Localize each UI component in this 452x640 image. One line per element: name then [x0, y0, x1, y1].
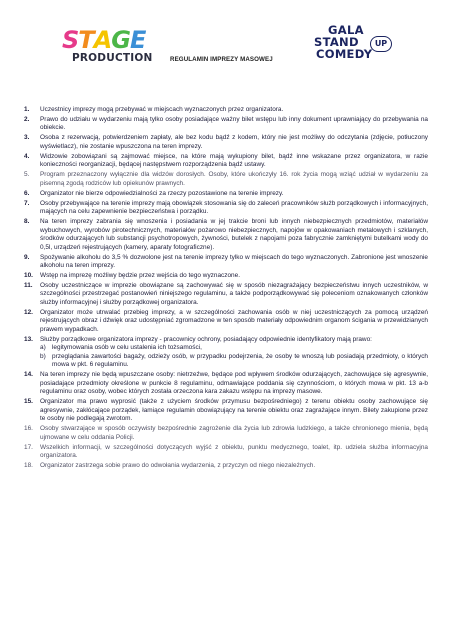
rule-subitem [40, 344, 428, 353]
rule-text: Osoby stwarzające w sposób oczywisty bezpośrednie zagrożenie dla życia lub zdrowia ludzkiego, a także chronionego mienia, będą ujmowane w celu oddania Policji. [40, 425, 428, 441]
rule-number: 14. [24, 371, 33, 379]
rule-number: 12. [24, 308, 33, 316]
rule-number: 2. [24, 115, 30, 123]
rule-text: Program przeznaczony wyłącznie dla widzów dorosłych. Osoby, które ukończyły 16. rok życia mogą wziąć udział w wydarzeniu za pisemną zgodą rodziców lub opiekunów prawnych. [40, 171, 428, 187]
subitem-text: przeglądania zawartości bagaży, odzieży osób, w przypadku podejrzenia, że osoby te wnoszą lub posiadają przedmioty, o których mowa w pkt. 6 regulaminu. [52, 352, 428, 369]
rule-text: Osoby uczestniczące w imprezie obowiązane są zachowywać się w sposób niezagrażający bezpieczeństwu innych uczestników, w szczególności przestrzegać postanowień niniejszego regulaminu, a także podporządkowywać się poleceniom oznakowanych członków służby informacyjnej i służby porządkowej organizatora. [40, 281, 428, 306]
stage-production-logo [60, 28, 152, 70]
rule-item [24, 116, 428, 133]
rule-item [24, 153, 428, 170]
logo-line: STAND [314, 35, 359, 49]
logo-line: COMEDY [316, 47, 373, 61]
rule-item [24, 336, 428, 370]
rule-item [24, 309, 428, 335]
page-header [0, 0, 452, 80]
rule-item [24, 190, 428, 199]
rule-item [24, 371, 428, 397]
production-logo-word: PRODUCTION [72, 52, 153, 64]
rule-number: 8. [24, 217, 30, 225]
rule-subitem [40, 353, 428, 370]
rule-number: 18. [24, 462, 33, 470]
rule-item [24, 425, 428, 442]
rule-number: 16. [24, 425, 33, 433]
rule-item [24, 200, 428, 217]
rule-item [24, 106, 428, 115]
logo-line: GALA [328, 23, 364, 37]
rule-number: 7. [24, 199, 30, 207]
rule-number: 4. [24, 152, 30, 160]
rule-item [24, 218, 428, 252]
rule-number: 15. [24, 398, 33, 406]
rule-text: Wstęp na imprezę możliwy będzie przez wejścia do tego wyznaczone. [40, 271, 241, 279]
logo-letter: T [78, 26, 94, 54]
rule-text: Organizator może utrwalać przebieg imprezy, a w szczególności zachowania osób w niej uczestniczących za pomocą urządzeń rejestrujących obraz i dźwięk oraz udostępniać zgromadzone w ten sposób materiały odpowiednim organom ścigania w przewidzianych prawem wypadkach. [40, 308, 428, 333]
stage-logo-word [62, 28, 145, 52]
rule-text: Osoba z rezerwacją, potwierdzeniem zapłaty, ale bez kodu bądź z kodem, który nie jest możliwy do odczytania (zdjęcie, potłuczony wyświetlacz), nie zostanie wpuszczona na teren imprezy. [40, 134, 428, 150]
logo-up-badge: UP [370, 36, 392, 52]
rule-item [24, 254, 428, 271]
rule-text: Organizator nie bierze odpowiedzialności za rzeczy pozostawione na terenie imprezy. [40, 189, 284, 197]
logo-letter: G [111, 26, 130, 54]
rule-text: Organizator zastrzega sobie prawo do odwołania wydarzenia, z przyczyn od niego niezależnych. [40, 462, 316, 470]
rule-text: Organizator ma prawo wyprosić (także z użyciem środków przymusu bezpośredniego) z terenu obiektu osoby zachowujące się agresywnie, zakłócające porządek, łamiące regulamin obowiązujący na terenie obiektu oraz zagrażające innym. Bilety zakupione przez te osoby nie podlegają zwrotom. [40, 398, 428, 423]
rule-item [24, 462, 428, 471]
logo-letter: S [62, 26, 79, 54]
logo-letter: E [129, 26, 146, 54]
rule-text: Osoby przebywające na terenie imprezy mają obowiązek stosowania się do zaleceń pracowników służb porządkowych i informacyjnych, mających na celu zapewnienie bezpieczeństwa i porządku. [40, 199, 428, 216]
rule-text: Na teren imprezy nie będą wpuszczane osoby: nietrzeźwe, będące pod wpływem środków odurzających, zachowujące się agresywnie, posiadające przedmioty określone w punkcie 8 regulaminu, odmawiające poddania się czynnościom, o których mowa w pkt. 13 a-b regulaminu oraz osoby, wobec których została orzeczona kara zakazu wstępu na imprezy masowe. [40, 371, 428, 396]
rule-number: 17. [24, 443, 33, 451]
rule-number: 11. [24, 281, 33, 289]
rule-item [24, 272, 428, 281]
logo-letter: A [93, 26, 112, 54]
rule-text: Widzowie zobowiązani są zajmować miejsce, na które mają wykupiony bilet, bądź inne wskazane przez organizatora, w razie konieczności reorganizacji, będącej następstwem rozporządzenia bądź ustawy. [40, 152, 428, 169]
subitem-label: a) [40, 344, 46, 352]
rule-text: Prawo do udziału w wydarzeniu mają tylko osoby posiadające ważny bilet wstępu lub inny dokument uprawniający do przebywania na obiekcie. [40, 115, 428, 132]
rule-item [24, 282, 428, 308]
rule-item [24, 444, 428, 461]
rule-item [24, 171, 428, 188]
rule-text: Służby porządkowe organizatora imprezy - pracownicy ochrony, posiadający odpowiednie identyfikatory mają prawo: [40, 335, 372, 343]
rule-number: 13. [24, 335, 33, 343]
rule-text: Wszelkich informacji, w szczególności dotyczących wyjść z obiektu, punktu medycznego, toalet, itp. udziela służba informacyjna organizatora. [40, 443, 428, 460]
subitem-text: legitymowania osób w celu ustalenia ich tożsamości, [52, 344, 202, 352]
rule-number: 1. [24, 106, 30, 113]
rule-number: 10. [24, 271, 33, 279]
rule-text: Spożywanie alkoholu do 3,5 % dozwolone jest na terenie imprezy tylko w miejscach do tego wyznaczonych. Zabronione jest wnoszenie alkoholu na teren imprezy. [40, 253, 428, 270]
rule-item [24, 398, 428, 424]
rule-text: Uczestnicy imprezy mogą przebywać w miejscach wyznaczonych przez organizatora. [40, 106, 284, 113]
subitem-label: b) [40, 352, 46, 360]
rule-number: 9. [24, 253, 30, 261]
rule-number: 5. [24, 171, 30, 179]
document-title: REGULAMIN IMPREZY MASOWEJ [170, 56, 273, 63]
rule-text: Na teren imprezy zabrania się wnoszenia i posiadania w jej trakcie broni lub innych niebezpiecznych przedmiotów, materiałów wybuchowych, wyrobów pirotechnicznych, materiałów pożarowo niebezpiecznych, napojów w opakowaniach metalowych i szklanych, środków odurzających lub substancji psychotropowych, żywności, butelek z napojami poza fabrycznie zamkniętymi butelkami wody do 0,5l, urządzeń rejestrujących (kamery, aparaty fotograficzne). [40, 217, 428, 251]
rule-number: 6. [24, 189, 30, 197]
rule-item [24, 134, 428, 151]
rule-number: 3. [24, 134, 30, 142]
gala-stand-up-comedy-logo [314, 24, 394, 72]
rules-list [24, 106, 428, 472]
